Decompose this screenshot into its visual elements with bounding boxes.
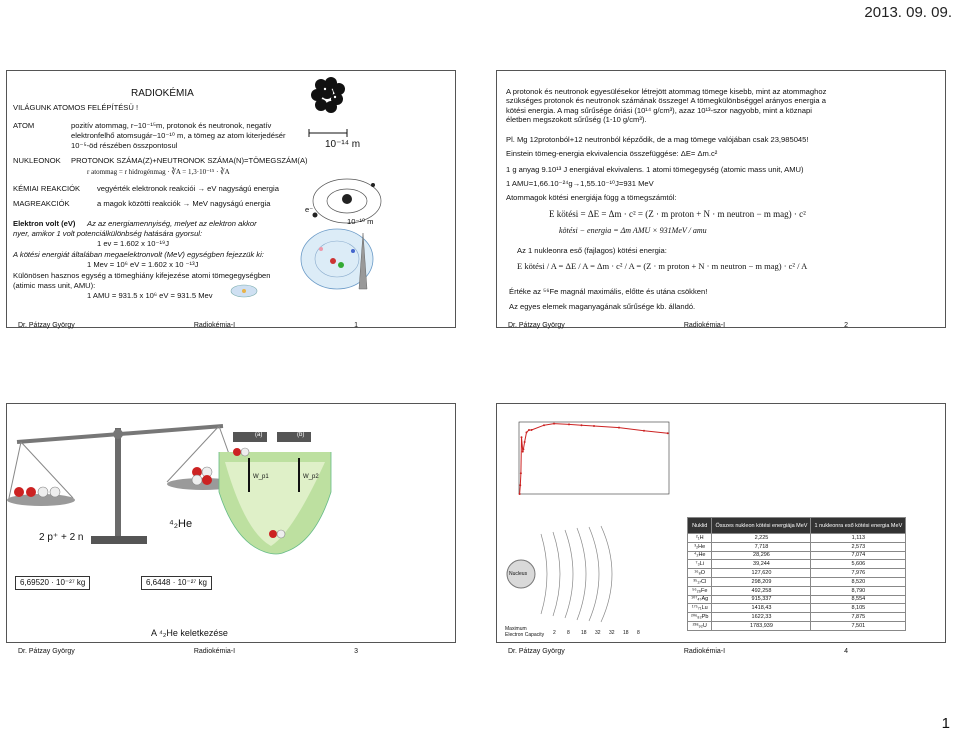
- chart-point: [553, 423, 555, 425]
- footer-author: Dr. Pátzay György: [18, 322, 75, 329]
- radius-formula: r atommag = r hidrogénmag · ∛A = 1,3·10⁻¹⁵ · ∛A: [87, 168, 230, 176]
- amu-def-2: (atimic mass unit, AMU):: [13, 281, 96, 290]
- chart-point: [568, 423, 570, 425]
- mag-label: MAGREAKCIÓK: [13, 199, 70, 208]
- atom-scale-illustration: [297, 219, 387, 299]
- atom-text-1: pozitív atommag, r~10⁻¹⁵m, protonok és neutronok, negatív: [71, 121, 272, 130]
- table-row: [688, 551, 906, 560]
- capacity-value: 18: [623, 630, 629, 636]
- table-cell: ⁷₃Li: [688, 560, 712, 569]
- paragraph-6: Atommagok kötési energiája függ a tömegszámtól:: [506, 193, 677, 202]
- binding-energy-amu-equation: kötési − energia = Δm AMU × 931MeV / amu: [559, 226, 707, 235]
- paragraph-9: Az egyes elemek maganyagának sűrűsége kb. állandó.: [509, 302, 696, 311]
- table-cell: ⁵⁶₂₆Fe: [688, 586, 712, 595]
- table-cell: 2,573: [811, 542, 906, 551]
- paragraph-4: 1 g anyag 9.10¹³ J energiával ekvivalens. 1 atomi tömegegység (atomic mass unit, AMU): [506, 165, 804, 174]
- table-cell: 7,875: [811, 613, 906, 622]
- table-header: 1 nukleonra eső kötési energia MeV: [811, 518, 906, 534]
- table-cell: 8,520: [811, 577, 906, 586]
- kemiai-text: vegyérték elektronok reakciói → eV nagyságú energia: [97, 184, 279, 193]
- table-cell: 7,976: [811, 569, 906, 578]
- helium-caption: A ⁴₂He keletkezése: [151, 628, 228, 638]
- footer-course: Radiokémia-I: [683, 648, 726, 655]
- mag-text: a magok közötti reakciók → MeV nagyságú energia: [97, 199, 271, 208]
- mev-def: A kötési energiát általában megaelektronvolt (MeV) egységben fejezzük ki:: [13, 250, 264, 259]
- atom-text-3: 10⁻⁵-öd részében összpontosul: [71, 141, 178, 150]
- capacity-value: 2: [553, 630, 556, 636]
- binding-energy-equation: E kötési = ΔE = Δm · c² = (Z · m proton + N · m neutron − m mag) · c²: [549, 209, 806, 219]
- ev-heading: Elektron volt (eV): [13, 219, 76, 228]
- table-cell: 5,606: [811, 560, 906, 569]
- chart-point: [531, 429, 533, 431]
- balance-scale-illustration: [7, 408, 239, 548]
- weight-1-label: W_p1: [253, 474, 269, 480]
- footer-page: 3: [354, 648, 358, 655]
- paragraph-5: 1 AMU=1,66.10⁻²⁴g→1,55.10⁻¹⁰J=931 MeV: [506, 179, 654, 188]
- helium-label: ⁴₂He: [169, 518, 193, 530]
- electron-shell-illustration: [501, 524, 651, 642]
- table-cell: 298,209: [712, 577, 811, 586]
- table-row: [688, 604, 906, 613]
- mev-equation: 1 Mev = 10⁶ eV = 1.602 x 10 ⁻¹³J: [87, 260, 199, 269]
- table-row: [688, 560, 906, 569]
- paragraph-8: Értéke az ⁵⁶Fe magnál maximális, előtte és utána csökken!: [509, 287, 708, 296]
- header-date: 2013. 09. 09.: [864, 4, 952, 21]
- nucleus-label: Nucleus: [509, 571, 528, 577]
- table-cell: 127,620: [712, 569, 811, 578]
- mass-left: 6,69520 · 10⁻²⁷ kg: [15, 576, 90, 590]
- table-cell: ⁴₂He: [688, 551, 712, 560]
- footer-slide-3: [18, 648, 358, 655]
- chart-point: [526, 431, 528, 433]
- table-row: [688, 613, 906, 622]
- footer-slide-2: [508, 322, 848, 329]
- chart-point: [519, 484, 521, 486]
- table-row: [688, 586, 906, 595]
- capacity-value: 32: [609, 630, 615, 636]
- weight-2-label: W_p2: [303, 474, 319, 480]
- table-cell: 1783,939: [712, 621, 811, 630]
- panel-a-label: (a): [255, 432, 263, 438]
- binding-energy-table: [687, 517, 906, 631]
- potential-well-illustration: [215, 422, 355, 572]
- chart-plot-area: [519, 422, 669, 494]
- small-scale-label: 10⁻¹⁴ m: [325, 139, 361, 150]
- ev-def-1: Az az energiamennyiség, melyet az elektron akkor: [87, 219, 257, 228]
- chart-point: [581, 424, 583, 426]
- table-row: [688, 621, 906, 630]
- capacity-value: 8: [567, 630, 570, 636]
- nukleon-label: NUKLEONOK: [13, 156, 61, 165]
- electron-label: e⁻: [305, 205, 314, 214]
- nukleon-text: PROTONOK SZÁMA(Z)+NEUTRONOK SZÁMA(N)=TÖMEGSZÁM(A): [71, 156, 308, 165]
- table-cell: 28,296: [712, 551, 811, 560]
- mass-right: 6,6448 · 10⁻²⁷ kg: [141, 576, 212, 590]
- chart-point: [522, 451, 524, 453]
- large-scale-label: 10⁻¹⁰ m: [347, 217, 374, 226]
- chart-point: [522, 448, 524, 450]
- particles-label: 2 p⁺ + 2 n: [39, 532, 84, 543]
- footer-course: Radiokémia-I: [193, 648, 236, 655]
- chart-point: [528, 429, 530, 431]
- slide-4: [496, 403, 946, 643]
- paragraph-3: Einstein tömeg-energia ekvivalencia összefüggése: ΔE= Δm.c²: [506, 149, 718, 158]
- table-cell: ³⁵₁₇Cl: [688, 577, 712, 586]
- capacity-value: 18: [581, 630, 587, 636]
- ev-def-2: nyer, amikor 1 volt potenciálkülönbség hatására gyorsul:: [13, 229, 203, 238]
- table-cell: 8,790: [811, 586, 906, 595]
- table-row: [688, 595, 906, 604]
- amu-equation: 1 AMU = 931.5 x 10⁶ eV = 931.5 Mev: [87, 291, 213, 300]
- footer-author: Dr. Pátzay György: [508, 648, 565, 655]
- table-row: [688, 569, 906, 578]
- table-cell: ³₂He: [688, 542, 712, 551]
- table-row: [688, 577, 906, 586]
- chart-point: [521, 436, 523, 438]
- slide-3: [6, 403, 456, 643]
- table-cell: ¹⁰⁷₄₇Ag: [688, 595, 712, 604]
- capacity-value: 8: [637, 630, 640, 636]
- footer-course: Radiokémia-I: [683, 322, 726, 329]
- footer-slide-1: [18, 322, 358, 329]
- table-cell: 39,244: [712, 560, 811, 569]
- chart-point: [524, 441, 526, 443]
- paragraph-1: A protonok és neutronok egyesülésekor létrejött atommag tömege kisebb, mint az atommaghoz szükséges protonok és neutronok számának összege! A tömegkülönbséggel arányos energia a kötési energia. A mag sűrűsége óriási (10¹⁴ g/cm³), azaz 10¹³-szor nagyobb, mint a köznapi életben megszokott sűrűség (1-10 g/cm³).: [506, 87, 827, 125]
- footer-author: Dr. Pátzay György: [18, 648, 75, 655]
- table-cell: 492,258: [712, 586, 811, 595]
- panel-b-label: (b): [297, 432, 305, 438]
- chart-point: [519, 493, 521, 495]
- table-cell: 8,554: [811, 595, 906, 604]
- nucleus-illustration: [299, 71, 359, 121]
- ev-equation: 1 ev = 1.602 x 10⁻¹⁹J: [97, 239, 170, 248]
- table-cell: ²³⁸₉₂U: [688, 621, 712, 630]
- footer-page: 1: [354, 322, 358, 329]
- footer-author: Dr. Pátzay György: [508, 322, 565, 329]
- table-header: Összes nukleon kötési energiája MeV: [712, 518, 811, 534]
- table-cell: 7,718: [712, 542, 811, 551]
- slide-title: RADIOKÉMIA: [131, 88, 194, 99]
- table-row: [688, 542, 906, 551]
- footer-page: 2: [844, 322, 848, 329]
- slide-1: [6, 70, 456, 328]
- table-header: Nuklid: [688, 518, 712, 534]
- table-cell: 7,074: [811, 551, 906, 560]
- footer-course: Radiokémia-I: [193, 322, 236, 329]
- table-cell: 2,225: [712, 534, 811, 543]
- page-number: 1: [941, 715, 950, 732]
- capacity-label: Maximum Electron Capacity: [505, 626, 545, 639]
- slide-subtitle: VILÁGUNK ATOMOS FELÉPÍTÉSÜ !: [13, 103, 139, 112]
- capacity-values: [553, 630, 661, 638]
- slide-2: [496, 70, 946, 328]
- capacity-value: 32: [595, 630, 601, 636]
- table-cell: 7,501: [811, 621, 906, 630]
- chart-point: [543, 424, 545, 426]
- chart-point: [667, 432, 669, 434]
- footer-page: 4: [844, 648, 848, 655]
- atom-text-2: elektronfelhő atomsugár~10⁻¹⁰ m, a tömeg az atom kiterjedésér: [71, 131, 286, 140]
- table-row: [688, 534, 906, 543]
- amu-def-1: Különösen hasznos egység a tömeghiány kifejezése atomi tömegegységben: [13, 271, 271, 280]
- atom-label: ATOM: [13, 121, 35, 130]
- table-cell: 8,105: [811, 604, 906, 613]
- table-cell: ²₁H: [688, 534, 712, 543]
- chart-point: [593, 425, 595, 427]
- small-atom-icon: [229, 283, 259, 299]
- table-cell: 1,113: [811, 534, 906, 543]
- footer-slide-4: [508, 648, 848, 655]
- binding-energy-chart: [503, 418, 673, 502]
- table-cell: ²⁰⁶₈₂Pb: [688, 613, 712, 622]
- chart-point: [520, 472, 522, 474]
- table-cell: 1418,43: [712, 604, 811, 613]
- table-cell: ¹⁷⁵₇₁Lu: [688, 604, 712, 613]
- paragraph-2: Pl. Mg 12protonból+12 neutronból képződik, de a mag tömege valójában csak 23,985045!: [506, 135, 809, 144]
- chart-point: [618, 427, 620, 429]
- paragraph-7: Az 1 nukleonra eső (fajlagos) kötési energia:: [517, 246, 667, 255]
- specific-binding-energy-equation: E kötési / A = ΔE / A = Δm · c² / A = (Z · m proton + N · m neutron − m mag) · c² / A: [517, 261, 808, 271]
- table-cell: ¹⁶₈O: [688, 569, 712, 578]
- kemiai-label: KÉMIAI REAKCIÓK: [13, 184, 81, 193]
- chart-point: [643, 430, 645, 432]
- table-cell: 915,337: [712, 595, 811, 604]
- table-cell: 1622,33: [712, 613, 811, 622]
